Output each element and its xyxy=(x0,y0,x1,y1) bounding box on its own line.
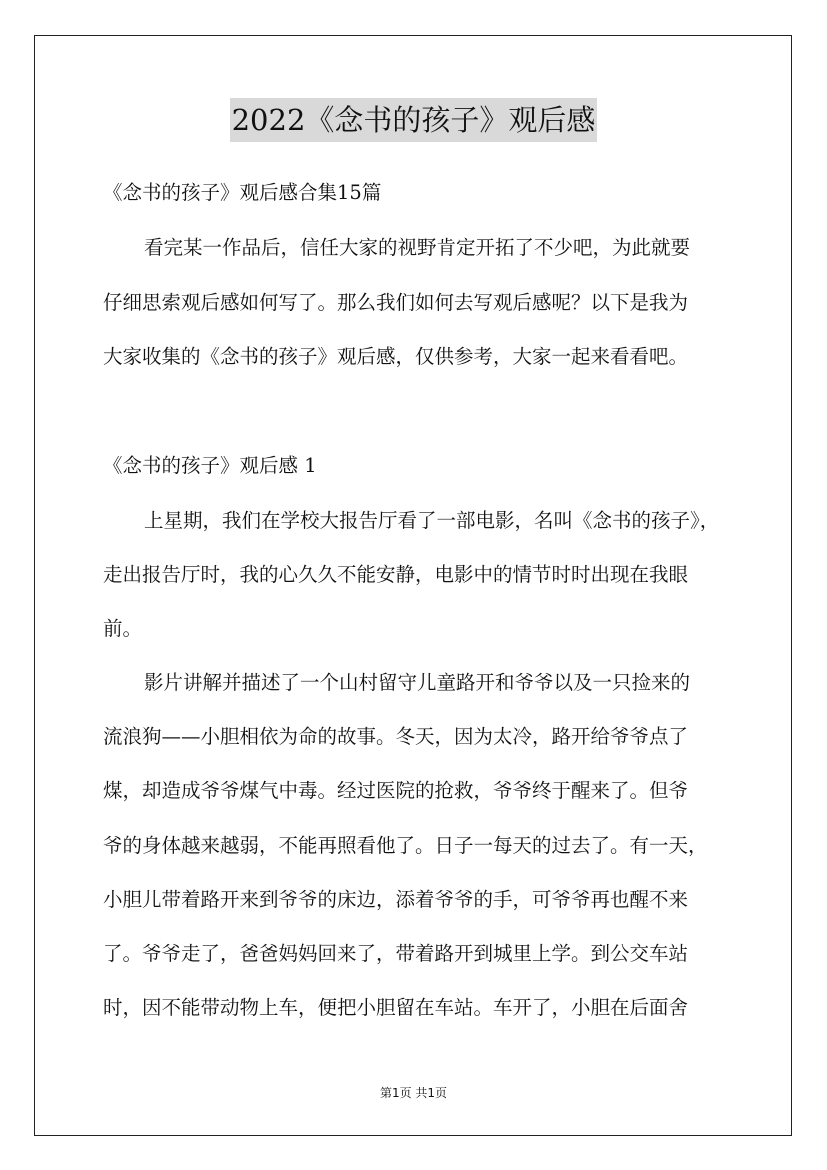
paragraph-line: 前。 xyxy=(103,617,143,640)
page-footer: 第1页 共1页 xyxy=(379,1086,448,1100)
intro-line: 大家收集的《念书的孩子》观后感，仅供参考，大家一起来看看吧。 xyxy=(103,345,689,368)
paragraph-line: 影片讲解并描述了一个山村留守儿童路开和爷爷以及一只捡来的 xyxy=(144,671,691,694)
paragraph-line: 流浪狗——小胆相依为命的故事。冬天，因为太冷，路开给爷爷点了 xyxy=(103,725,689,748)
paragraph-line: 煤，却造成爷爷煤气中毒。经过医院的抢救，爷爷终于醒来了。但爷 xyxy=(103,779,689,802)
title-container xyxy=(0,98,827,142)
document-subtitle: 《念书的孩子》观后感合集15篇 xyxy=(103,181,382,204)
paragraph-line: 了。爷爷走了，爸爸妈妈回来了，带着路开到城里上学。到公交车站 xyxy=(103,942,689,965)
paragraph-line: 上星期，我们在学校大报告厅看了一部电影，名叫《念书的孩子》， xyxy=(144,509,720,532)
intro-line: 仔细思索观后感如何写了。那么我们如何去写观后感呢？以下是我为 xyxy=(103,291,689,314)
intro-line: 看完某一作品后，信任大家的视野肯定开拓了不少吧，为此就要 xyxy=(144,236,691,259)
paragraph-line: 时，因不能带动物上车，便把小胆留在车站。车开了，小胆在后面舍 xyxy=(103,996,689,1019)
paragraph-line: 小胆儿带着路开来到爷爷的床边，添着爷爷的手，可爷爷再也醒不来 xyxy=(103,888,689,911)
section-heading: 《念书的孩子》观后感 1 xyxy=(103,454,317,477)
paragraph-line: 爷的身体越来越弱，不能再照看他了。日子一每天的过去了。有一天， xyxy=(103,834,708,857)
paragraph-line: 走出报告厅时，我的心久久不能安静，电影中的情节时时出现在我眼 xyxy=(103,563,689,586)
document-title: 2022《念书的孩子》观后感 xyxy=(230,98,598,142)
